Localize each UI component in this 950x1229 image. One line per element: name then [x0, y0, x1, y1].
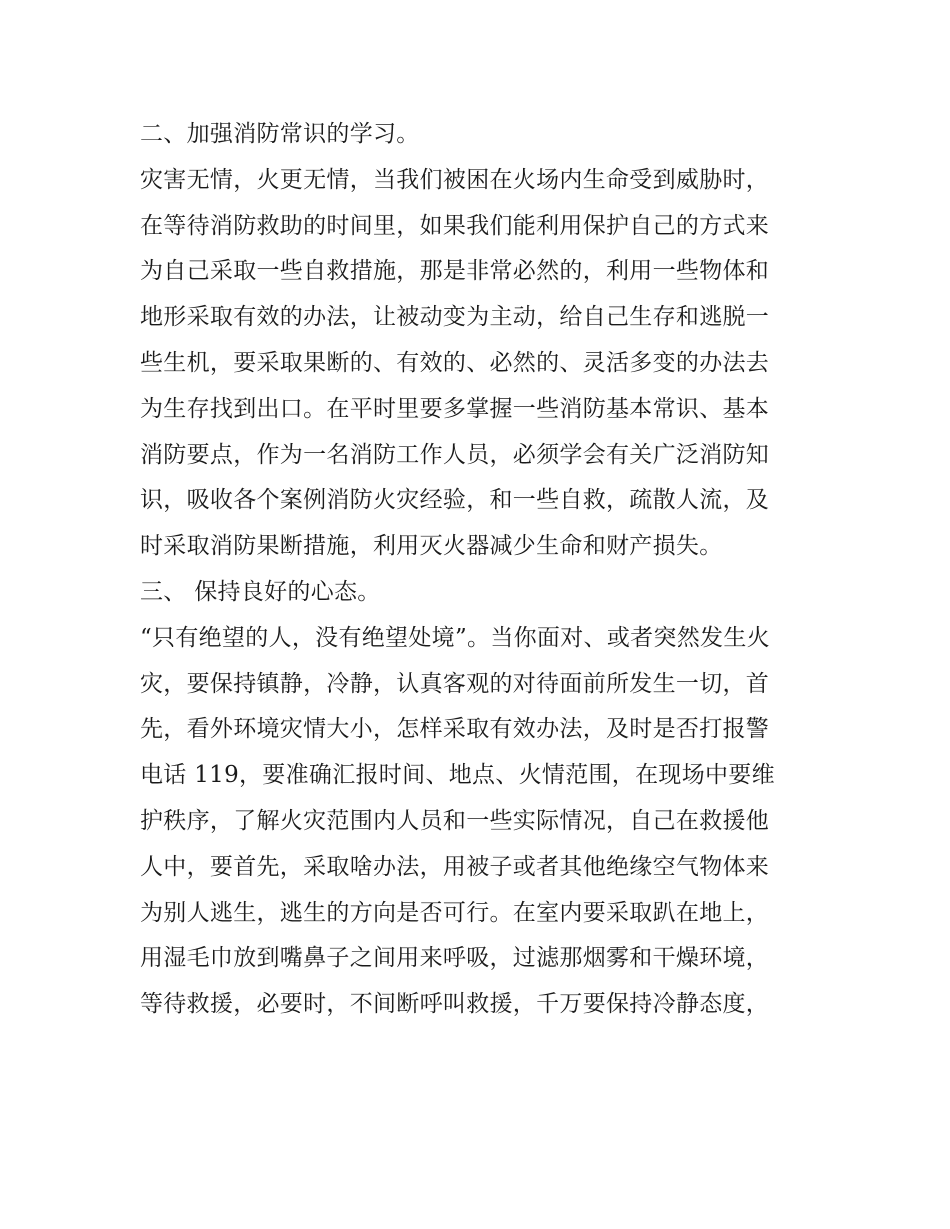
paragraph-line: 时采取消防果断措施，利用灭火器减少生命和财产损失。: [140, 533, 723, 560]
paragraph-line: 为别人逃生，逃生的方向是否可行。在室内要采取趴在地上，: [140, 899, 770, 926]
document-body: [140, 112, 830, 1028]
section-heading-3: 三、 保持良好的心态。: [140, 578, 381, 605]
paragraph-line: 等待救援，必要时，不间断呼叫救援，千万要保持冷静态度，: [140, 991, 770, 1018]
paragraph-line: 些生机，要采取果断的、有效的、必然的、灵活多变的办法去: [140, 349, 770, 376]
paragraph-line: 地形采取有效的办法，让被动变为主动，给自己生存和逃脱一: [140, 304, 770, 331]
paragraph-line: 在等待消防救助的时间里，如果我们能利用保护自己的方式来: [140, 212, 770, 239]
paragraph-line: 灾害无情，火更无情，当我们被困在火场内生命受到威胁时，: [140, 166, 770, 193]
paragraph-line: 用湿毛巾放到嘴鼻子之间用来呼吸，过滤那烟雾和干燥环境，: [140, 945, 770, 972]
paragraph-line: 识，吸收各个案例消防火灾经验，和一些自救，疏散人流，及: [140, 487, 770, 514]
paragraph-line: 先，看外环境灾情大小，怎样采取有效办法，及时是否打报警: [140, 716, 770, 743]
paragraph-line: 人中，要首先，采取啥办法，用被子或者其他绝缘空气物体来: [140, 853, 770, 880]
paragraph-line: 电话 119，要准确汇报时间、地点、火情范围，在现场中要维: [140, 762, 775, 789]
paragraph-line: 为生存找到出口。在平时里要多掌握一些消防基本常识、基本: [140, 395, 770, 422]
paragraph-line: 灾，要保持镇静，冷静，认真客观的对待面前所发生一切，首: [140, 670, 770, 697]
paragraph-line: 为自己采取一些自救措施，那是非常必然的，利用一些物体和: [140, 258, 770, 285]
section-heading-2: 二、加强消防常识的学习。: [140, 121, 420, 147]
paragraph-line: 消防要点，作为一名消防工作人员，必须学会有关广泛消防知: [140, 441, 770, 468]
paragraph-line: “只有绝望的人，没有绝望处境”。当你面对、或者突然发生火: [140, 624, 770, 651]
paragraph-line: 护秩序，了解火灾范围内人员和一些实际情况，自己在救援他: [140, 807, 770, 834]
